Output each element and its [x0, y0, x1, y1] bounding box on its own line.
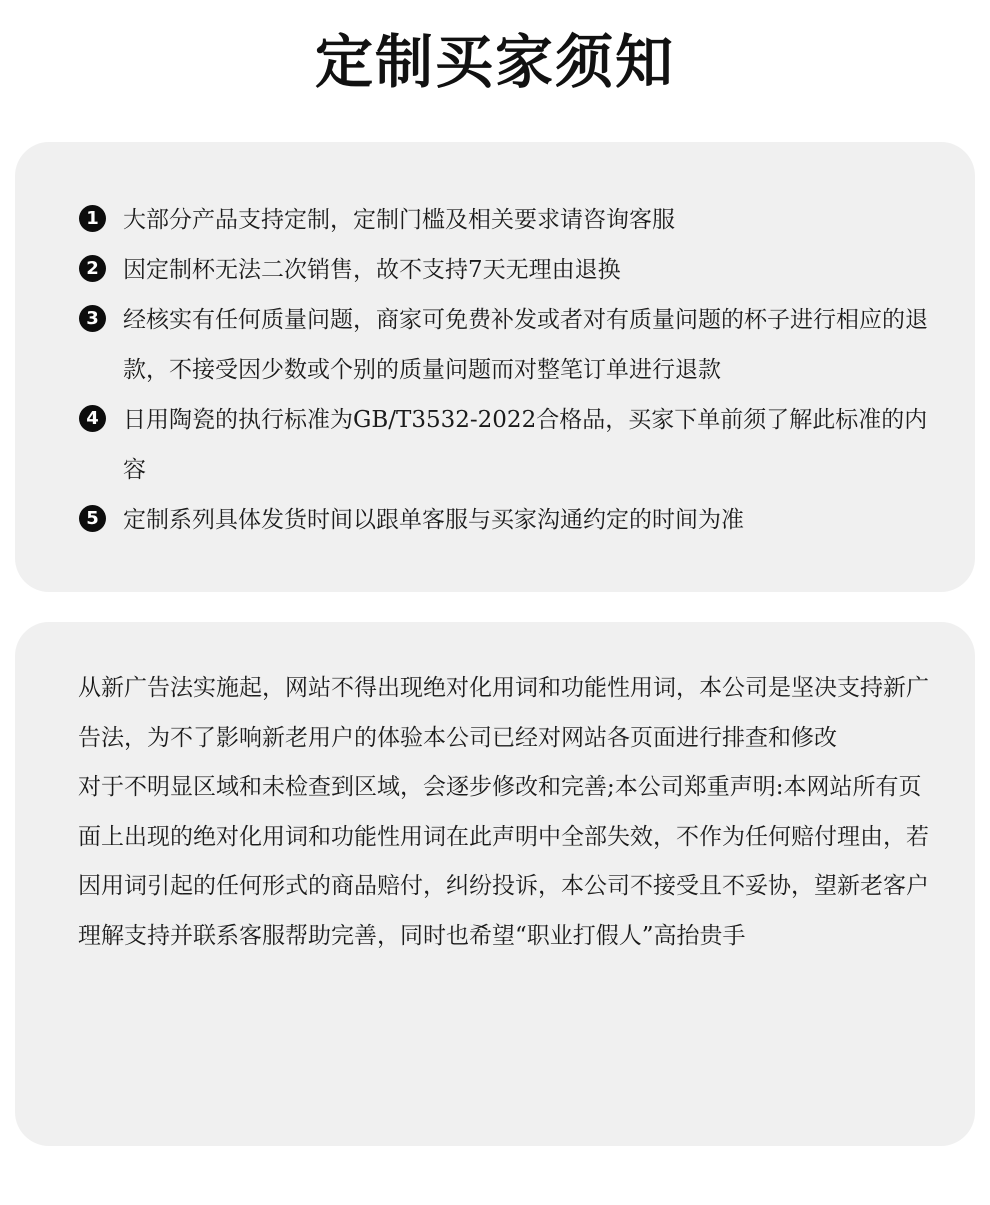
number-4-icon: 4 [79, 405, 106, 432]
rules-card [15, 142, 975, 592]
number-5-icon: 5 [79, 505, 106, 532]
rule-text-3: 经核实有任何质量问题，商家可免费补发或者对有质量问题的杯子进行相应的退款，不接受因少数或个别的质量问题而对整笔订单进行退款 [123, 307, 928, 383]
number-1-icon: 1 [79, 205, 106, 232]
rule-item-3 [79, 295, 935, 395]
rule-item-1 [79, 195, 935, 245]
rule-item-5 [79, 495, 935, 545]
page-title: 定制买家须知 [314, 28, 675, 96]
rule-text-5: 定制系列具体发货时间以跟单客服与买家沟通约定的时间为准 [123, 507, 744, 533]
rule-item-2 [79, 245, 935, 295]
number-3-icon: 3 [79, 305, 106, 332]
number-2-icon: 2 [79, 255, 106, 282]
notice-card [15, 622, 975, 1146]
rule-text-4: 日用陶瓷的执行标准为GB/T3532-2022合格品，买家下单前须了解此标准的内容 [123, 407, 928, 483]
notice-paragraph-1: 从新广告法实施起，网站不得出现绝对化用词和功能性用词，本公司是坚决支持新广告法，为不了影响新老用户的体验本公司已经对网站各页面进行排查和修改 [78, 675, 929, 751]
rule-item-4 [79, 395, 935, 495]
rule-text-2: 因定制杯无法二次销售，故不支持7天无理由退换 [123, 257, 621, 283]
notice-paragraph-2: 对于不明显区域和未检查到区域，会逐步修改和完善;本公司郑重声明:本网站所有页面上出现的绝对化用词和功能性用词在此声明中全部失效，不作为任何赔付理由，若因用词引起的任何形式的商品赔付，纠纷投诉，本公司不接受且不妥协，望新老客户理解支持并联系客服帮助完善，同时也希望“职业打假人”高抬贵手 [78, 774, 929, 949]
rule-text-1: 大部分产品支持定制，定制门槛及相关要求请咨询客服 [123, 207, 675, 233]
